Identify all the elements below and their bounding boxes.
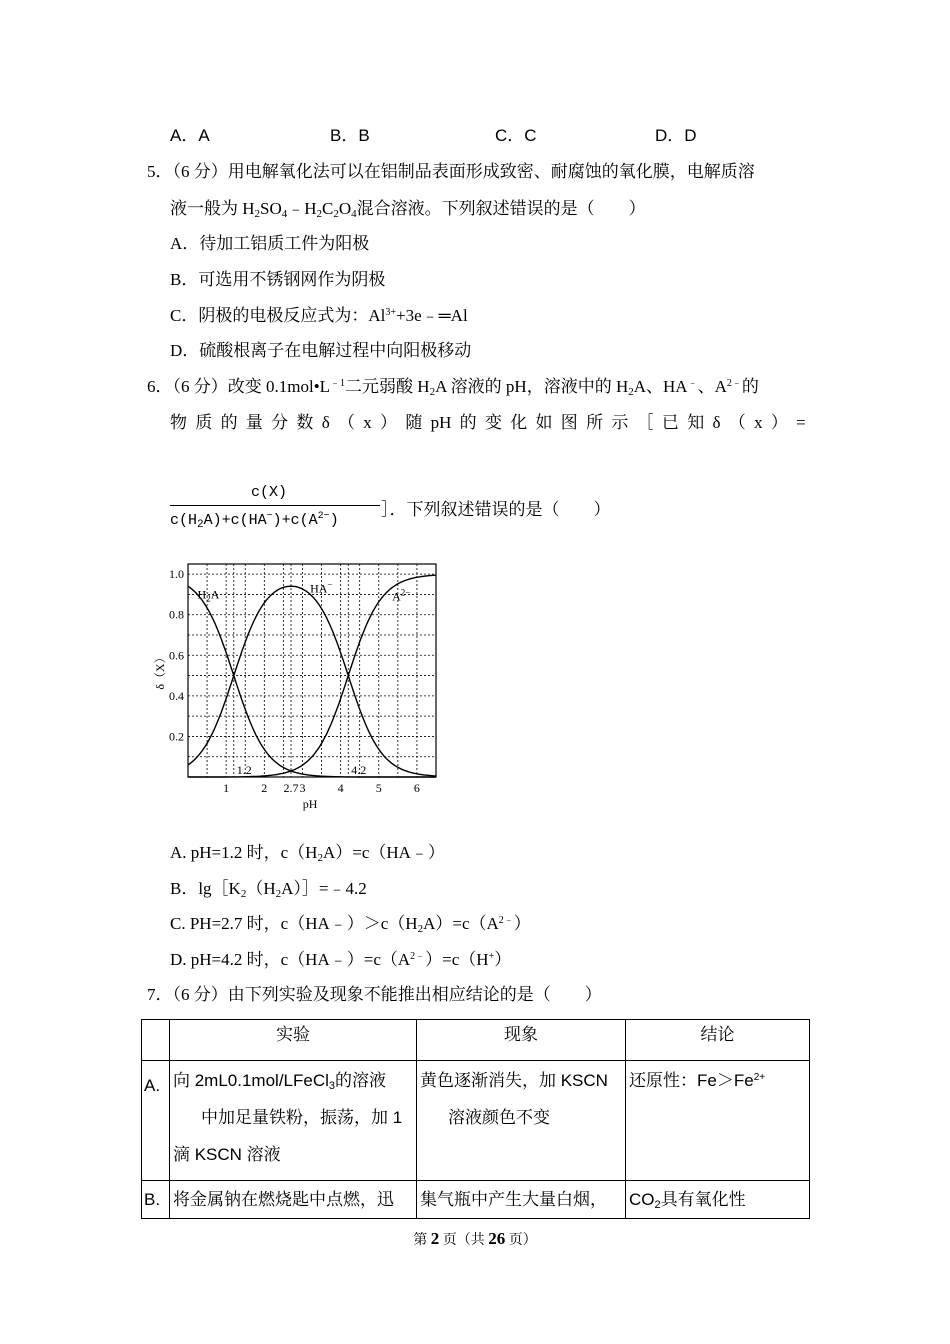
fraction-denominator: $c(H_2A)+c(HA^-)+c(A^{2-})$ bbox=[170, 511, 339, 531]
x-tick-label: 1 bbox=[223, 781, 230, 795]
stem-word: 分 bbox=[271, 413, 289, 432]
series-A2--line bbox=[188, 575, 436, 777]
stem-word: 如 bbox=[535, 413, 553, 432]
stem-word: 质 bbox=[195, 413, 213, 432]
stem-word: 的 bbox=[459, 413, 477, 432]
q6-option-b: B．$\lg[K_2(H_2A)]=﹣4.2$ bbox=[170, 879, 367, 900]
x-tick-label: 3 bbox=[299, 781, 306, 795]
row-experiment: 向 2mL0.1mol/LFeCl$_3$的溶液 中加足量铁粉，振荡，加 1 滴 KSCN 溶液 bbox=[170, 1061, 417, 1181]
fraction-bar bbox=[170, 505, 380, 506]
q5-stem-line1: 5．（6 分）用电解氧化法可以在铝制品表面形成致密、耐腐蚀的氧化膜，电解质溶 bbox=[147, 162, 755, 181]
q5-option-d: D．硫酸根离子在电解过程中向阳极移动 bbox=[170, 341, 472, 360]
q6-option-c: C. PH=2.7 时，$c(HA﹣)>c(H_2A)=c(A^{2﹣})$ bbox=[170, 914, 531, 935]
y-tick-label: 0.2 bbox=[169, 729, 184, 744]
stem-word: 量 bbox=[245, 413, 263, 432]
series-label-H2A: $H_2A$ bbox=[197, 587, 220, 604]
x-tick-label: 5 bbox=[375, 781, 382, 795]
q6-stem-line2 bbox=[170, 414, 806, 431]
row-conclusion: $CO_2$具有氧化性 bbox=[626, 1181, 810, 1219]
table-row bbox=[142, 1181, 810, 1219]
table-header-row bbox=[142, 1020, 810, 1061]
series-label-A2-: $A^{2-}$ bbox=[392, 587, 411, 604]
header-conclusion: 结论 bbox=[626, 1020, 810, 1061]
annotation-label: 4.2 bbox=[351, 763, 367, 777]
x-tick-label: 4 bbox=[337, 781, 344, 795]
y-axis-label: δ（X） bbox=[153, 651, 167, 690]
stem-word: 随 bbox=[405, 413, 423, 432]
q5-option-c: C．阴极的电极反应式为：$Al^{3+}+3e﹣═Al$ bbox=[170, 306, 468, 325]
stem-word: 知 bbox=[687, 413, 705, 432]
row-label: B. bbox=[142, 1181, 170, 1219]
series-label-HA-: HA− bbox=[310, 579, 333, 596]
stem-word: 数 bbox=[296, 413, 314, 432]
q5-option-b: B．可选用不锈钢网作为阴极 bbox=[170, 270, 386, 289]
prev-option-d: D．D bbox=[655, 126, 697, 145]
stem-word: 的 bbox=[220, 413, 238, 432]
stem-word: δ bbox=[712, 413, 721, 432]
row-experiment: 将金属钠在燃烧匙中点燃，迅 bbox=[170, 1181, 417, 1219]
stem-word: （ bbox=[337, 413, 355, 432]
table-row bbox=[142, 1061, 810, 1181]
row-phenomenon: 黄色逐渐消失，加 KSCN 溶液颜色不变 bbox=[417, 1061, 626, 1181]
x-tick-label: 6 bbox=[413, 781, 420, 795]
page-footer: 第 2 页（共 26 页） bbox=[413, 1229, 537, 1248]
distribution-chart bbox=[150, 552, 450, 817]
row-label: A. bbox=[142, 1061, 170, 1181]
fraction-numerator: c(X) bbox=[251, 484, 288, 501]
stem-word: = bbox=[796, 413, 806, 432]
y-tick-label: 1.0 bbox=[169, 567, 184, 582]
stem-word: 示 bbox=[611, 413, 629, 432]
q6-option-d: D. pH=4.2 时，$c(HA﹣)=c(A^{2﹣})=c(H^+)$ bbox=[170, 950, 512, 969]
stem-word: 变 bbox=[484, 413, 502, 432]
stem-word: pH bbox=[430, 413, 452, 432]
q7-stem: 7．（6 分）由下列实验及现象不能推出相应结论的是（ ） bbox=[147, 985, 602, 1004]
stem-word: 所 bbox=[586, 413, 604, 432]
stem-word: x bbox=[754, 413, 763, 432]
row-phenomenon: 集气瓶中产生大量白烟， bbox=[417, 1181, 626, 1219]
annotation-label: 1.2 bbox=[236, 763, 252, 777]
stem-word: 图 bbox=[560, 413, 578, 432]
q5-option-a: A．待加工铝质工件为阳极 bbox=[170, 234, 370, 253]
x-axis-label: pH bbox=[302, 797, 318, 811]
row-conclusion: 还原性：$Fe>Fe^{2+}$ bbox=[626, 1061, 810, 1181]
y-tick-label: 0.8 bbox=[169, 607, 184, 622]
q5-stem-line2: 液一般为 $H_2SO_4﹣H_2C_2O_4$混合溶液。下列叙述错误的是（ ） bbox=[170, 199, 646, 220]
y-tick-label: 0.4 bbox=[169, 688, 184, 703]
y-tick-label: 0.6 bbox=[169, 648, 184, 663]
x-tick-label: 2.7 bbox=[283, 781, 299, 795]
stem-word: 化 bbox=[510, 413, 528, 432]
header-experiment: 实验 bbox=[170, 1020, 417, 1061]
q6-stem-line1: 6．（6 分）改变 $0.1mol•L^{﹣1}$二元弱酸 $H_2A$ 溶液的 pH，溶液中的 $H_2A$、HA﹣、$A^{2﹣}$的 bbox=[147, 377, 759, 398]
stem-word: （ bbox=[728, 413, 746, 432]
prev-option-b: B．B bbox=[330, 126, 370, 145]
experiment-table bbox=[141, 1019, 810, 1219]
x-tick-label: 2 bbox=[261, 781, 268, 795]
stem-word: ） bbox=[770, 413, 788, 432]
header-phenomenon: 现象 bbox=[417, 1020, 626, 1061]
prev-option-c: C．C bbox=[495, 126, 537, 145]
q6-stem-after-fraction: ］．下列叙述错误的是（ ） bbox=[381, 500, 611, 519]
stem-word: δ bbox=[321, 413, 330, 432]
prev-option-a: A．A bbox=[170, 126, 210, 145]
stem-word: 物 bbox=[170, 413, 187, 432]
stem-word: ［ bbox=[636, 413, 654, 432]
stem-word: x bbox=[363, 413, 372, 432]
header-label-cell bbox=[142, 1020, 170, 1061]
stem-word: ） bbox=[380, 413, 398, 432]
stem-word: 已 bbox=[661, 413, 679, 432]
q6-option-a: A. pH=1.2 时，$c(H_2A)=c(HA﹣)$ bbox=[170, 843, 445, 864]
